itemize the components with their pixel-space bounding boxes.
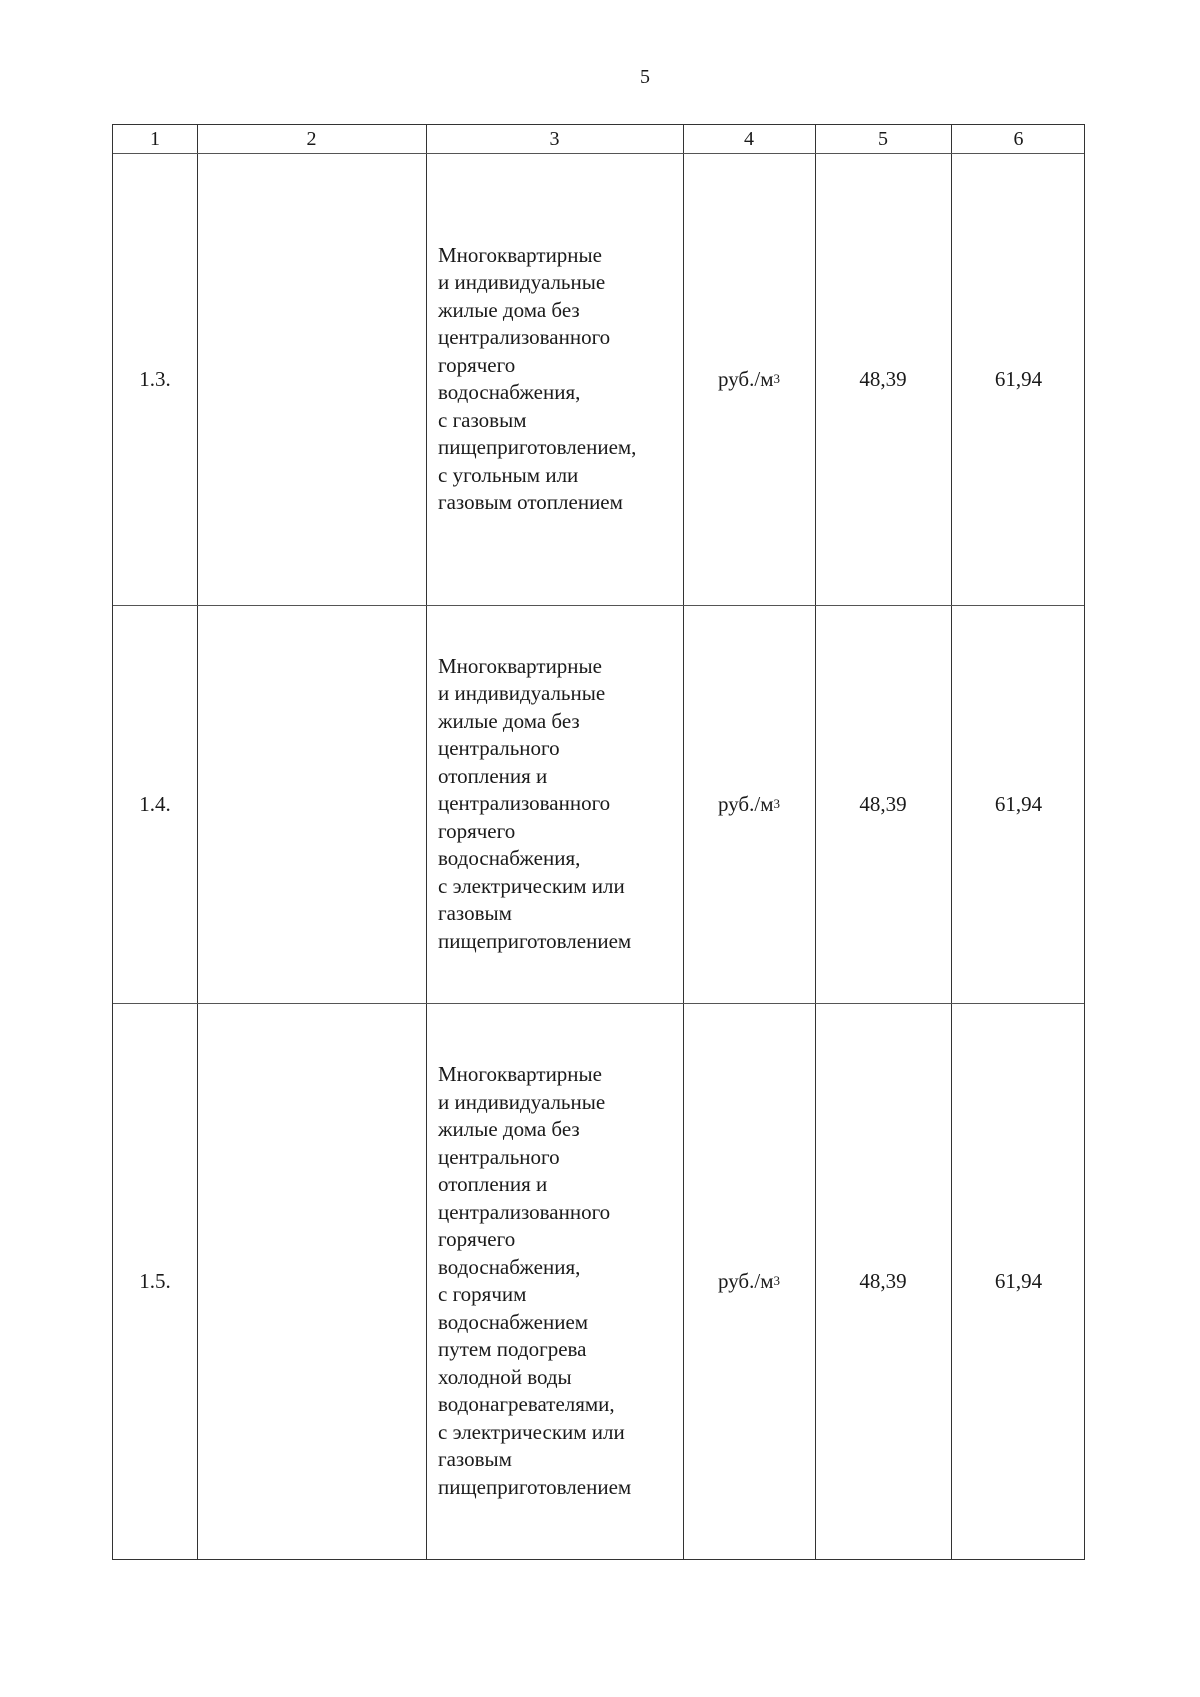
description-line: горячего bbox=[438, 818, 516, 843]
description-line: и индивидуальные bbox=[438, 1089, 606, 1114]
description-line: холодной воды bbox=[438, 1364, 572, 1389]
tariff-table bbox=[112, 124, 1085, 1560]
description-line: центрального bbox=[438, 736, 560, 761]
description-line: пищеприготовлением, bbox=[438, 435, 637, 459]
row-description bbox=[438, 1003, 693, 1559]
description-line: с газовым bbox=[438, 407, 527, 432]
row-value-5: 48,39 bbox=[859, 366, 907, 391]
column-header-2: 2 bbox=[306, 127, 317, 150]
column-header-4: 4 bbox=[744, 127, 754, 150]
row-unit: руб./м 3 bbox=[717, 366, 780, 391]
description-line: жилые дома без bbox=[438, 1117, 580, 1141]
description-line: отопления и bbox=[438, 1172, 548, 1196]
description-line: газовым bbox=[438, 901, 512, 926]
description-line: водоснабжения, bbox=[438, 1254, 581, 1279]
column-divider bbox=[197, 125, 198, 1559]
description-line: пищеприготовлением bbox=[438, 1474, 632, 1499]
row-number: 1.3. bbox=[139, 366, 171, 391]
description-line: и индивидуальные bbox=[438, 681, 606, 706]
description-line: с угольным или bbox=[438, 462, 579, 487]
description-line: с электрическим или bbox=[438, 873, 625, 898]
row-description bbox=[438, 153, 693, 605]
row-number: 1.5. bbox=[139, 1268, 171, 1293]
description-line: центрального bbox=[438, 1144, 560, 1169]
row-value-5: 48,39 bbox=[859, 791, 907, 816]
description-line: горячего bbox=[438, 352, 516, 377]
description-line: и индивидуальные bbox=[438, 270, 606, 294]
row-value-6: 61,94 bbox=[994, 1268, 1043, 1293]
description-line: отопления и bbox=[438, 763, 548, 788]
row-value-5: 48,39 bbox=[859, 1268, 907, 1293]
column-header-1: 1 bbox=[150, 127, 160, 150]
column-divider bbox=[426, 125, 427, 1559]
row-unit: руб./м 3 bbox=[717, 1268, 780, 1293]
description-line: Многоквартирные bbox=[438, 1062, 602, 1086]
description-line: централизованного bbox=[438, 791, 611, 816]
description-line: газовым bbox=[438, 1447, 512, 1471]
column-header-6: 6 bbox=[1013, 127, 1024, 150]
row-number: 1.4. bbox=[139, 791, 171, 816]
description-line: с горячим bbox=[438, 1282, 527, 1306]
row-value-6: 61,94 bbox=[994, 791, 1043, 816]
description-line: централизованного bbox=[438, 1199, 611, 1224]
page-number: 5 bbox=[640, 66, 650, 88]
description-line: с электрическим или bbox=[438, 1419, 625, 1444]
description-line: горячего bbox=[438, 1227, 516, 1251]
description-line: водоснабжения, bbox=[438, 380, 581, 404]
description-line: Многоквартирные bbox=[438, 653, 602, 678]
description-line: пищеприготовлением bbox=[438, 928, 632, 953]
description-line: жилые дома без bbox=[438, 297, 580, 322]
description-line: водонагревателями, bbox=[438, 1392, 615, 1416]
description-line: жилые дома без bbox=[438, 708, 580, 733]
description-line: газовым отоплением bbox=[438, 490, 623, 514]
column-header-3: 3 bbox=[549, 127, 560, 150]
description-line: Многоквартирные bbox=[438, 242, 602, 267]
description-line: водоснабжения, bbox=[438, 846, 581, 871]
row-unit: руб./м 3 bbox=[717, 791, 780, 816]
row-description bbox=[438, 605, 693, 1003]
row-value-6: 61,94 bbox=[994, 366, 1043, 391]
column-header-5: 5 bbox=[878, 127, 888, 150]
description-line: путем подогрева bbox=[438, 1337, 587, 1361]
description-line: водоснабжением bbox=[438, 1309, 589, 1334]
description-line: централизованного bbox=[438, 325, 611, 349]
